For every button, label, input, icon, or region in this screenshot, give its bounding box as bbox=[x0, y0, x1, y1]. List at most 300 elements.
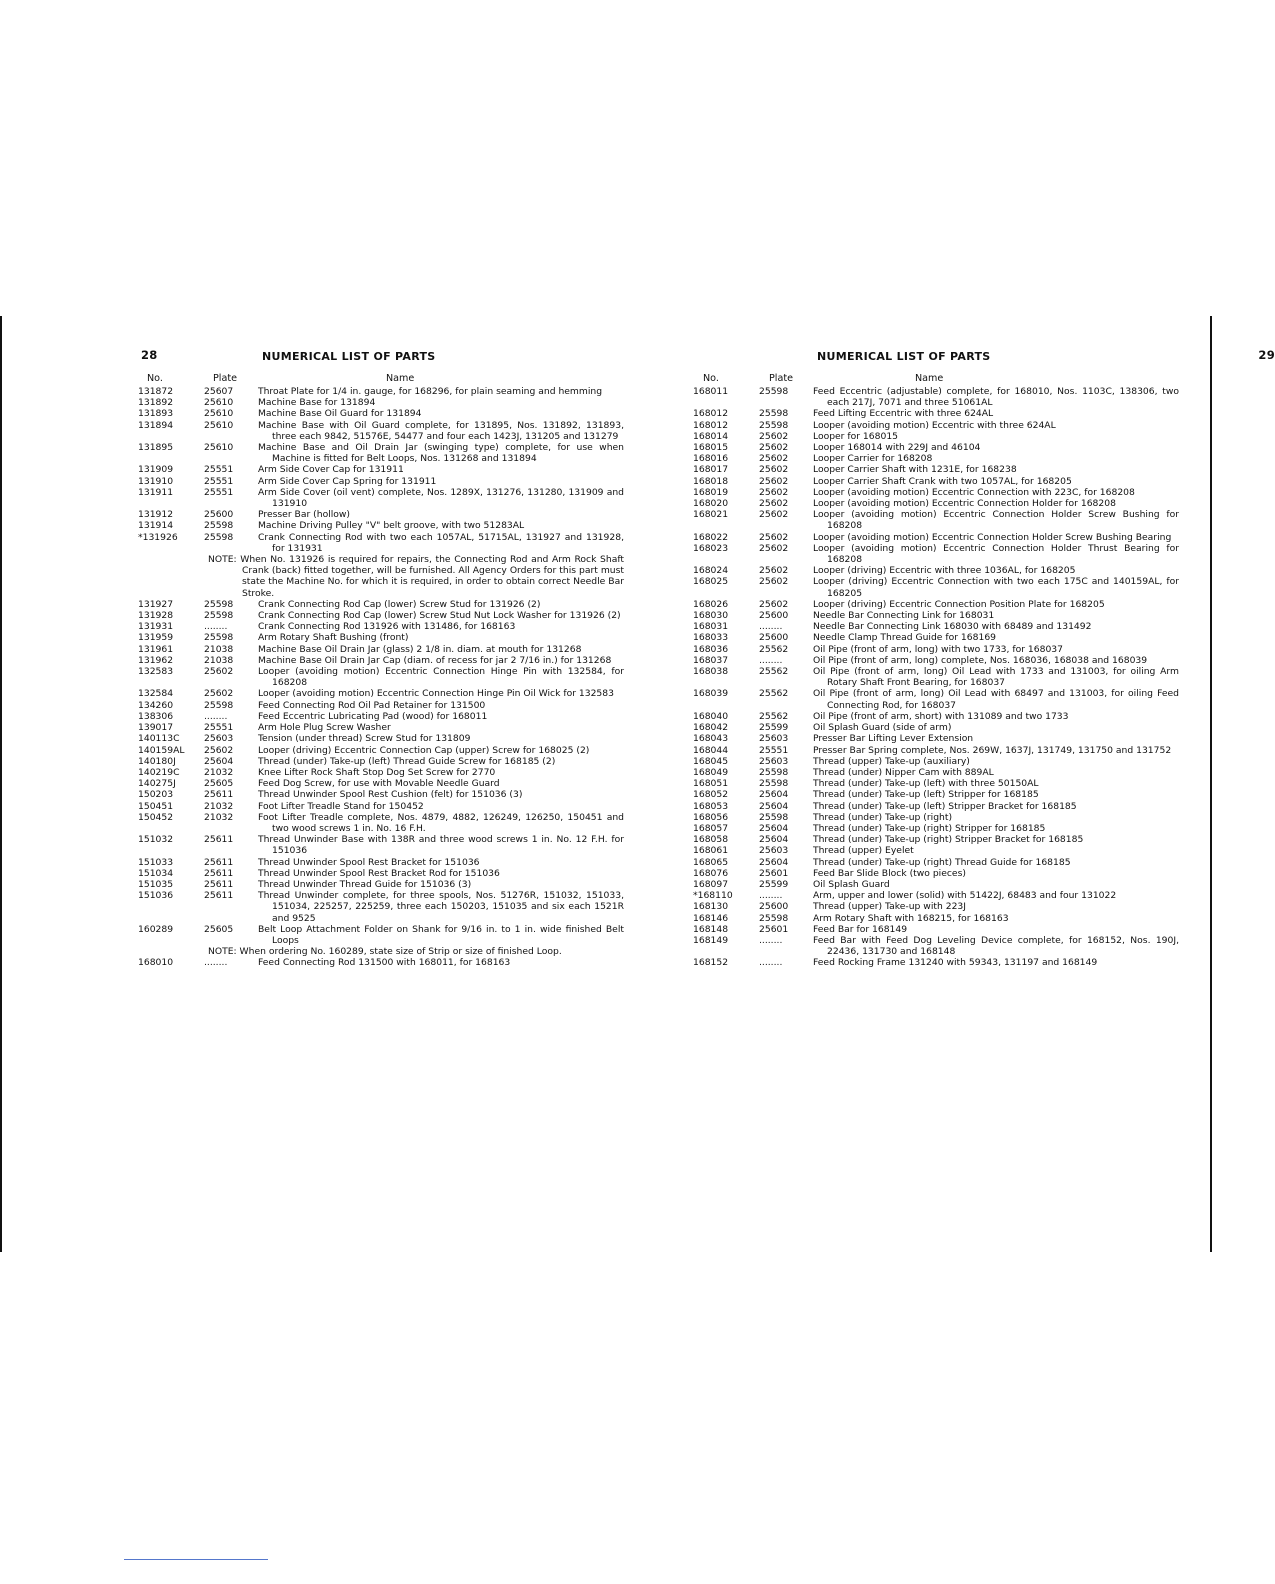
plate-number: ........ bbox=[204, 957, 228, 969]
part-number: 168017 bbox=[693, 464, 729, 476]
plate-number: 21038 bbox=[204, 643, 234, 655]
page-header bbox=[138, 345, 628, 373]
part-number: 151035 bbox=[138, 878, 174, 890]
part-number: 168045 bbox=[693, 755, 729, 767]
part-name: Looper for 168015 bbox=[813, 430, 899, 442]
part-number: 168012 bbox=[693, 419, 729, 431]
part-name: Crank Connecting Rod with two each 1057AL, 51715AL, 131927 and 131928, for 131931 bbox=[258, 531, 624, 554]
plate-number: ........ bbox=[759, 621, 783, 633]
part-name: Oil Splash Guard (side of arm) bbox=[813, 722, 952, 734]
plate-number: 25603 bbox=[759, 845, 789, 857]
header-name: Name bbox=[915, 373, 944, 384]
part-number: 150451 bbox=[138, 800, 174, 812]
part-number: 138306 bbox=[138, 710, 174, 722]
plate-number: 25601 bbox=[759, 923, 789, 935]
part-number: 160289 bbox=[138, 923, 174, 935]
plate-number: 25605 bbox=[204, 923, 234, 935]
page-number: 29 bbox=[1258, 348, 1275, 362]
part-name: Oil Splash Guard bbox=[813, 878, 890, 890]
part-name: Machine Base with Oil Guard complete, for 131895, Nos. 131892, 131893, three each 9842, 51576E, 54477 and four each 1423J, 131205 and 131279 bbox=[258, 419, 624, 442]
note bbox=[138, 946, 628, 957]
part-row bbox=[693, 890, 1183, 901]
part-number: 131928 bbox=[138, 610, 174, 622]
part-name: Feed Connecting Rod 131500 with 168011, for 168163 bbox=[258, 957, 511, 969]
part-number: 140180J bbox=[138, 755, 176, 767]
plate-number: 25562 bbox=[759, 666, 789, 678]
part-row bbox=[693, 644, 1183, 655]
part-row bbox=[693, 498, 1183, 509]
part-row bbox=[138, 644, 628, 655]
plate-number: 25602 bbox=[759, 531, 789, 543]
part-number: 131962 bbox=[138, 654, 174, 666]
part-number: 168014 bbox=[693, 430, 729, 442]
part-number: 131961 bbox=[138, 643, 174, 655]
part-number: 131914 bbox=[138, 520, 174, 532]
part-name: Crank Connecting Rod 131926 with 131486, for 168163 bbox=[258, 621, 516, 633]
part-row bbox=[138, 733, 628, 744]
part-name: Machine Base Oil Drain Jar (glass) 2 1/8 in. diam. at mouth for 131268 bbox=[258, 643, 582, 655]
part-number: 134260 bbox=[138, 699, 174, 711]
part-name: Thread (under) Take-up (left) Thread Guide Screw for 168185 (2) bbox=[258, 755, 556, 767]
plate-number: 25562 bbox=[759, 710, 789, 722]
part-name: Thread Unwinder Spool Rest Cushion (felt) for 151036 (3) bbox=[258, 789, 523, 801]
part-number: 140113C bbox=[138, 733, 180, 745]
part-row bbox=[693, 845, 1183, 856]
plate-number: 25604 bbox=[204, 755, 234, 767]
part-row bbox=[138, 801, 628, 812]
part-name: Thread Unwinder complete, for three spools, Nos. 51276R, 151032, 151033, 151034, 225257, 225259, three each 150203, 151035 and six each 1521R and 9525 bbox=[258, 890, 624, 924]
part-row bbox=[138, 767, 628, 778]
part-name: Thread (under) Take-up (right) bbox=[813, 811, 953, 823]
part-number: 168024 bbox=[693, 565, 729, 577]
plate-number: 25598 bbox=[759, 811, 789, 823]
part-number: 168030 bbox=[693, 610, 729, 622]
part-row bbox=[693, 879, 1183, 890]
plate-number: 25562 bbox=[759, 688, 789, 700]
part-name: Thread Unwinder Base with 138R and three wood screws 1 in. No. 12 F.H. for 151036 bbox=[258, 834, 624, 857]
part-name: Thread Unwinder Thread Guide for 151036 (3) bbox=[258, 878, 472, 890]
right-page-edge bbox=[1210, 316, 1212, 1252]
part-name: Arm Side Cover Cap for 131911 bbox=[258, 464, 404, 476]
part-row bbox=[693, 464, 1183, 475]
part-number: 168051 bbox=[693, 778, 729, 790]
part-row bbox=[693, 722, 1183, 733]
part-row bbox=[693, 610, 1183, 621]
part-number: 131893 bbox=[138, 408, 174, 420]
column-headers bbox=[138, 373, 628, 386]
plate-number: 25602 bbox=[759, 565, 789, 577]
part-row bbox=[138, 666, 628, 688]
plate-number: 25610 bbox=[204, 408, 234, 420]
plate-number: 21032 bbox=[204, 800, 234, 812]
header-plate: Plate bbox=[769, 373, 793, 384]
part-name: Looper 168014 with 229J and 46104 bbox=[813, 442, 981, 454]
plate-number: ........ bbox=[204, 710, 228, 722]
part-row bbox=[693, 935, 1183, 957]
plate-number: 25598 bbox=[759, 778, 789, 790]
plate-number: 25602 bbox=[759, 498, 789, 510]
part-row bbox=[138, 857, 628, 868]
part-number: 168076 bbox=[693, 867, 729, 879]
part-name: Thread (upper) Eyelet bbox=[813, 845, 914, 857]
footer-rule bbox=[124, 1559, 268, 1560]
part-row bbox=[693, 532, 1183, 543]
note-label: NOTE: bbox=[208, 946, 237, 958]
part-name: Arm Side Cover Cap Spring for 131911 bbox=[258, 475, 437, 487]
plate-number: 25599 bbox=[759, 722, 789, 734]
part-name: Feed Bar Slide Block (two pieces) bbox=[813, 867, 966, 879]
part-number: 139017 bbox=[138, 722, 174, 734]
part-number: 168146 bbox=[693, 912, 729, 924]
part-row bbox=[693, 576, 1183, 598]
plate-number: 25598 bbox=[759, 912, 789, 924]
part-row bbox=[138, 487, 628, 509]
part-name: Looper (avoiding motion) Eccentric Connection Hinge Pin with 132584, for 168208 bbox=[258, 666, 624, 689]
plate-number: 25600 bbox=[759, 610, 789, 622]
part-number: 168044 bbox=[693, 744, 729, 756]
part-number: 168012 bbox=[693, 408, 729, 420]
part-name: Looper (avoiding motion) Eccentric Connection with 223C, for 168208 bbox=[813, 486, 1135, 498]
plate-number: 25562 bbox=[759, 643, 789, 655]
part-row bbox=[138, 464, 628, 475]
part-name: Looper (avoiding motion) Eccentric Connection Holder Thrust Bearing for 168208 bbox=[813, 542, 1179, 566]
plate-number: 25611 bbox=[204, 856, 234, 868]
part-row bbox=[693, 812, 1183, 823]
part-name: Thread Unwinder Spool Rest Bracket Rod for 151036 bbox=[258, 867, 500, 879]
plate-number: 25603 bbox=[204, 733, 234, 745]
part-number: 168148 bbox=[693, 923, 729, 935]
page-number: 28 bbox=[141, 348, 158, 362]
part-row bbox=[693, 565, 1183, 576]
part-name: Needle Bar Connecting Link 168030 with 68489 and 131492 bbox=[813, 621, 1092, 633]
part-row bbox=[138, 442, 628, 464]
part-name: Thread (under) Take-up (left) with three 50150AL bbox=[813, 778, 1039, 790]
plate-number: 25611 bbox=[204, 890, 234, 902]
plate-number: 25602 bbox=[759, 430, 789, 442]
part-number: 140219C bbox=[138, 766, 180, 778]
plate-number: ........ bbox=[759, 957, 783, 969]
part-number: 140275J bbox=[138, 778, 176, 790]
part-name: Feed Eccentric Lubricating Pad (wood) for 168011 bbox=[258, 710, 488, 722]
plate-number: 25551 bbox=[204, 464, 234, 476]
part-row bbox=[138, 700, 628, 711]
part-number: 168033 bbox=[693, 632, 729, 644]
part-name: Machine Base Oil Guard for 131894 bbox=[258, 408, 422, 420]
part-number: 168031 bbox=[693, 621, 729, 633]
plate-number: 25603 bbox=[759, 733, 789, 745]
plate-number: 25598 bbox=[759, 419, 789, 431]
part-row bbox=[693, 666, 1183, 688]
page-title: NUMERICAL LIST OF PARTS bbox=[262, 350, 436, 363]
part-number: 132583 bbox=[138, 666, 174, 678]
part-name: Arm Side Cover (oil vent) complete, Nos. 1289X, 131276, 131280, 131909 and 131910 bbox=[258, 486, 624, 510]
part-name: Oil Pipe (front of arm, short) with 131089 and two 1733 bbox=[813, 710, 1069, 722]
part-number: 168021 bbox=[693, 509, 729, 521]
part-row bbox=[138, 745, 628, 756]
part-name: Feed Dog Screw, for use with Movable Needle Guard bbox=[258, 778, 500, 790]
part-row bbox=[693, 924, 1183, 935]
part-name: Feed Connecting Rod Oil Pad Retainer for 131500 bbox=[258, 699, 486, 711]
part-row bbox=[693, 632, 1183, 643]
plate-number: 25551 bbox=[204, 722, 234, 734]
part-name: Thread (under) Take-up (right) Stripper Bracket for 168185 bbox=[813, 834, 1084, 846]
note-label: NOTE: bbox=[208, 554, 237, 566]
part-name: Needle Clamp Thread Guide for 168169 bbox=[813, 632, 997, 644]
part-row bbox=[693, 834, 1183, 845]
plate-number: 25604 bbox=[759, 834, 789, 846]
plate-number: 21032 bbox=[204, 766, 234, 778]
part-number: *131926 bbox=[138, 531, 178, 543]
plate-number: 25602 bbox=[759, 486, 789, 498]
part-number: 131895 bbox=[138, 442, 174, 454]
header-name: Name bbox=[386, 373, 415, 384]
part-name: Thread (under) Take-up (right) Thread Guide for 168185 bbox=[813, 856, 1071, 868]
part-number: 168040 bbox=[693, 710, 729, 722]
part-name: Feed Eccentric (adjustable) complete, for 168010, Nos. 1103C, 138306, two each 217J, 7071 and three 51061AL bbox=[813, 386, 1179, 409]
plate-number: ........ bbox=[759, 654, 783, 666]
part-name: Crank Connecting Rod Cap (lower) Screw Stud for 131926 (2) bbox=[258, 598, 541, 610]
part-row bbox=[693, 767, 1183, 778]
part-name: Arm Rotary Shaft with 168215, for 168163 bbox=[813, 912, 1009, 924]
part-name: Looper (driving) Eccentric with three 1036AL, for 168205 bbox=[813, 565, 1076, 577]
part-row bbox=[693, 386, 1183, 408]
part-number: 168043 bbox=[693, 733, 729, 745]
plate-number: 25607 bbox=[204, 386, 234, 397]
part-number: 131894 bbox=[138, 419, 174, 431]
part-number: 168049 bbox=[693, 766, 729, 778]
part-name: Belt Loop Attachment Folder on Shank for 9/16 in. to 1 in. wide finished Belt Loops bbox=[258, 923, 624, 946]
part-row bbox=[138, 610, 628, 621]
part-row bbox=[138, 621, 628, 632]
part-row bbox=[693, 901, 1183, 912]
part-row bbox=[693, 823, 1183, 834]
part-row bbox=[138, 520, 628, 531]
part-name: Machine Base Oil Drain Jar Cap (diam. of recess for jar 2 7/16 in.) for 131268 bbox=[258, 654, 612, 666]
part-name: Foot Lifter Treadle complete, Nos. 4879, 4882, 126249, 126250, 150451 and two wood screws 1 in. No. 16 F.H. bbox=[258, 811, 624, 834]
part-row bbox=[693, 957, 1183, 968]
part-number: 168010 bbox=[138, 957, 174, 969]
part-name: Looper (avoiding motion) Eccentric Connection Hinge Pin Oil Wick for 132583 bbox=[258, 688, 614, 700]
part-row bbox=[138, 778, 628, 789]
plate-number: 25551 bbox=[204, 486, 234, 498]
part-row bbox=[693, 487, 1183, 498]
plate-number: 25602 bbox=[759, 509, 789, 521]
part-row bbox=[693, 431, 1183, 442]
plate-number: 25610 bbox=[204, 419, 234, 431]
part-number: 151032 bbox=[138, 834, 174, 846]
part-row bbox=[693, 913, 1183, 924]
part-row bbox=[138, 868, 628, 879]
part-row bbox=[138, 420, 628, 442]
part-name: Knee Lifter Rock Shaft Stop Dog Set Screw for 2770 bbox=[258, 766, 496, 778]
part-name: Presser Bar Lifting Lever Extension bbox=[813, 733, 974, 745]
plate-number: 25602 bbox=[204, 744, 234, 756]
plate-number: 25602 bbox=[759, 442, 789, 454]
plate-number: 25598 bbox=[204, 598, 234, 610]
part-name: Oil Pipe (front of arm, long) complete, Nos. 168036, 168038 and 168039 bbox=[813, 654, 1148, 666]
note bbox=[138, 554, 628, 599]
part-number: 168020 bbox=[693, 498, 729, 510]
part-name: Tension (under thread) Screw Stud for 131809 bbox=[258, 733, 471, 745]
part-name: Looper Carrier Shaft with 1231E, for 168238 bbox=[813, 464, 1017, 476]
part-number: 168053 bbox=[693, 800, 729, 812]
part-name: Throat Plate for 1/4 in. gauge, for 168296, for plain seaming and hemming bbox=[258, 386, 603, 397]
part-name: Arm Hole Plug Screw Washer bbox=[258, 722, 391, 734]
part-name: Presser Bar (hollow) bbox=[258, 509, 351, 521]
part-row bbox=[693, 711, 1183, 722]
plate-number: ........ bbox=[759, 890, 783, 902]
part-name: Foot Lifter Treadle Stand for 150452 bbox=[258, 800, 424, 812]
part-number: 150452 bbox=[138, 811, 174, 823]
part-number: 168042 bbox=[693, 722, 729, 734]
page-title: NUMERICAL LIST OF PARTS bbox=[817, 350, 991, 363]
plate-number: ........ bbox=[759, 934, 783, 946]
part-number: 131910 bbox=[138, 475, 174, 487]
note-text: When ordering No. 160289, state size of Strip or size of finished Loop. bbox=[239, 946, 562, 958]
part-name: Thread Unwinder Spool Rest Bracket for 151036 bbox=[258, 856, 480, 868]
part-number: 140159AL bbox=[138, 744, 185, 756]
part-row bbox=[693, 756, 1183, 767]
part-number: 168149 bbox=[693, 934, 729, 946]
plate-number: 25602 bbox=[759, 598, 789, 610]
part-name: Feed Bar for 168149 bbox=[813, 923, 908, 935]
part-number: 168011 bbox=[693, 386, 729, 397]
plate-number: 25598 bbox=[759, 386, 789, 397]
part-name: Thread (under) Take-up (right) Stripper for 168185 bbox=[813, 822, 1046, 834]
parts-list bbox=[693, 386, 1183, 969]
part-row bbox=[138, 834, 628, 856]
part-name: Machine Base and Oil Drain Jar (swinging type) complete, for use when Machine is fitted for Belt Loops, Nos. 131268 and 131894 bbox=[258, 442, 624, 465]
plate-number: 21032 bbox=[204, 811, 234, 823]
part-number: 168025 bbox=[693, 576, 729, 588]
plate-number: 25598 bbox=[204, 610, 234, 622]
part-row bbox=[693, 543, 1183, 565]
part-name: Machine Base for 131894 bbox=[258, 397, 376, 409]
plate-number: ........ bbox=[204, 621, 228, 633]
part-row bbox=[693, 688, 1183, 710]
plate-number: 25604 bbox=[759, 789, 789, 801]
part-row bbox=[693, 420, 1183, 431]
part-name: Arm Rotary Shaft Bushing (front) bbox=[258, 632, 409, 644]
part-row bbox=[138, 957, 628, 968]
part-row bbox=[693, 408, 1183, 419]
part-name: Machine Driving Pulley "V" belt groove, with two 51283AL bbox=[258, 520, 525, 532]
part-name: Thread (under) Take-up (left) Stripper for 168185 bbox=[813, 789, 1039, 801]
plate-number: 25611 bbox=[204, 867, 234, 879]
plate-number: 25598 bbox=[204, 632, 234, 644]
part-row bbox=[138, 756, 628, 767]
part-number: 131911 bbox=[138, 486, 174, 498]
part-number: 150203 bbox=[138, 789, 174, 801]
right-page bbox=[693, 345, 1275, 969]
part-name: Looper (avoiding motion) Eccentric Connection Holder Screw Bushing Bearing bbox=[813, 531, 1172, 543]
part-number: 168023 bbox=[693, 542, 729, 554]
part-name: Looper (driving) Eccentric Connection Position Plate for 168205 bbox=[813, 598, 1105, 610]
plate-number: 25551 bbox=[204, 475, 234, 487]
part-number: 168038 bbox=[693, 666, 729, 678]
page-header bbox=[693, 345, 1275, 373]
note-text: When No. 131926 is required for repairs, the Connecting Rod and Arm Rock Shaft Crank (back) fitted together, will be furnished. All Agency Orders for this part must state the Machine No. for which it is required, in order to obtain correct Needle Bar Stroke. bbox=[240, 554, 624, 599]
part-name: Crank Connecting Rod Cap (lower) Screw Stud Nut Lock Washer for 131926 (2) bbox=[258, 610, 621, 622]
plate-number: 25599 bbox=[759, 878, 789, 890]
part-number: 168130 bbox=[693, 901, 729, 913]
plate-number: 25610 bbox=[204, 442, 234, 454]
part-number: 168015 bbox=[693, 442, 729, 454]
part-row bbox=[693, 857, 1183, 868]
part-row bbox=[693, 621, 1183, 632]
plate-number: 25604 bbox=[759, 822, 789, 834]
left-page bbox=[138, 345, 628, 969]
part-number: 168056 bbox=[693, 811, 729, 823]
part-row bbox=[693, 442, 1183, 453]
plate-number: 25611 bbox=[204, 834, 234, 846]
part-row bbox=[138, 397, 628, 408]
part-name: Arm, upper and lower (solid) with 51422J, 68483 and four 131022 bbox=[813, 890, 1117, 902]
part-number: 131931 bbox=[138, 621, 174, 633]
part-number: 168097 bbox=[693, 878, 729, 890]
part-name: Feed Bar with Feed Dog Leveling Device complete, for 168152, Nos. 190J, 22436, 131730 and 168148 bbox=[813, 934, 1179, 958]
part-row bbox=[138, 632, 628, 643]
part-number: 151033 bbox=[138, 856, 174, 868]
part-name: Feed Rocking Frame 131240 with 59343, 131197 and 168149 bbox=[813, 957, 1098, 969]
part-number: 168037 bbox=[693, 654, 729, 666]
part-row bbox=[693, 509, 1183, 531]
part-number: 168052 bbox=[693, 789, 729, 801]
part-name: Looper (avoiding motion) Eccentric Connection Holder for 168208 bbox=[813, 498, 1116, 510]
part-name: Looper (avoiding motion) Eccentric Connection Holder Screw Bushing for 168208 bbox=[813, 509, 1179, 532]
part-number: 168018 bbox=[693, 475, 729, 487]
part-row bbox=[693, 453, 1183, 464]
part-name: Thread (under) Take-up (left) Stripper Bracket for 168185 bbox=[813, 800, 1077, 812]
header-no: No. bbox=[147, 373, 163, 384]
part-name: Looper Carrier for 168208 bbox=[813, 453, 933, 465]
part-row bbox=[693, 733, 1183, 744]
part-row bbox=[138, 711, 628, 722]
plate-number: 25598 bbox=[204, 520, 234, 532]
plate-number: 25598 bbox=[204, 699, 234, 711]
part-row bbox=[693, 868, 1183, 879]
plate-number: 25602 bbox=[204, 688, 234, 700]
header-plate: Plate bbox=[213, 373, 237, 384]
plate-number: 25598 bbox=[759, 408, 789, 420]
part-row bbox=[693, 655, 1183, 666]
plate-number: 25602 bbox=[759, 453, 789, 465]
plate-number: 21038 bbox=[204, 654, 234, 666]
part-number: 168016 bbox=[693, 453, 729, 465]
plate-number: 25611 bbox=[204, 789, 234, 801]
part-row bbox=[138, 879, 628, 890]
plate-number: 25604 bbox=[759, 800, 789, 812]
part-row bbox=[138, 655, 628, 666]
part-number: 132584 bbox=[138, 688, 174, 700]
plate-number: 25602 bbox=[759, 576, 789, 588]
part-number: 151034 bbox=[138, 867, 174, 879]
plate-number: 25603 bbox=[759, 755, 789, 767]
header-no: No. bbox=[703, 373, 719, 384]
part-number: 168057 bbox=[693, 822, 729, 834]
part-number: 168039 bbox=[693, 688, 729, 700]
part-row bbox=[138, 476, 628, 487]
plate-number: 25602 bbox=[759, 475, 789, 487]
part-name: Thread (upper) Take-up with 223J bbox=[813, 901, 966, 913]
plate-number: 25598 bbox=[759, 766, 789, 778]
left-page-edge bbox=[0, 316, 2, 1252]
plate-number: 25611 bbox=[204, 878, 234, 890]
part-name: Oil Pipe (front of arm, long) Oil Lead with 1733 and 131003, for oiling Arm Rotary Shaft Front Bearing, for 168037 bbox=[813, 666, 1179, 689]
plate-number: 25602 bbox=[204, 666, 234, 678]
plate-number: 25605 bbox=[204, 778, 234, 790]
plate-number: 25551 bbox=[759, 744, 789, 756]
